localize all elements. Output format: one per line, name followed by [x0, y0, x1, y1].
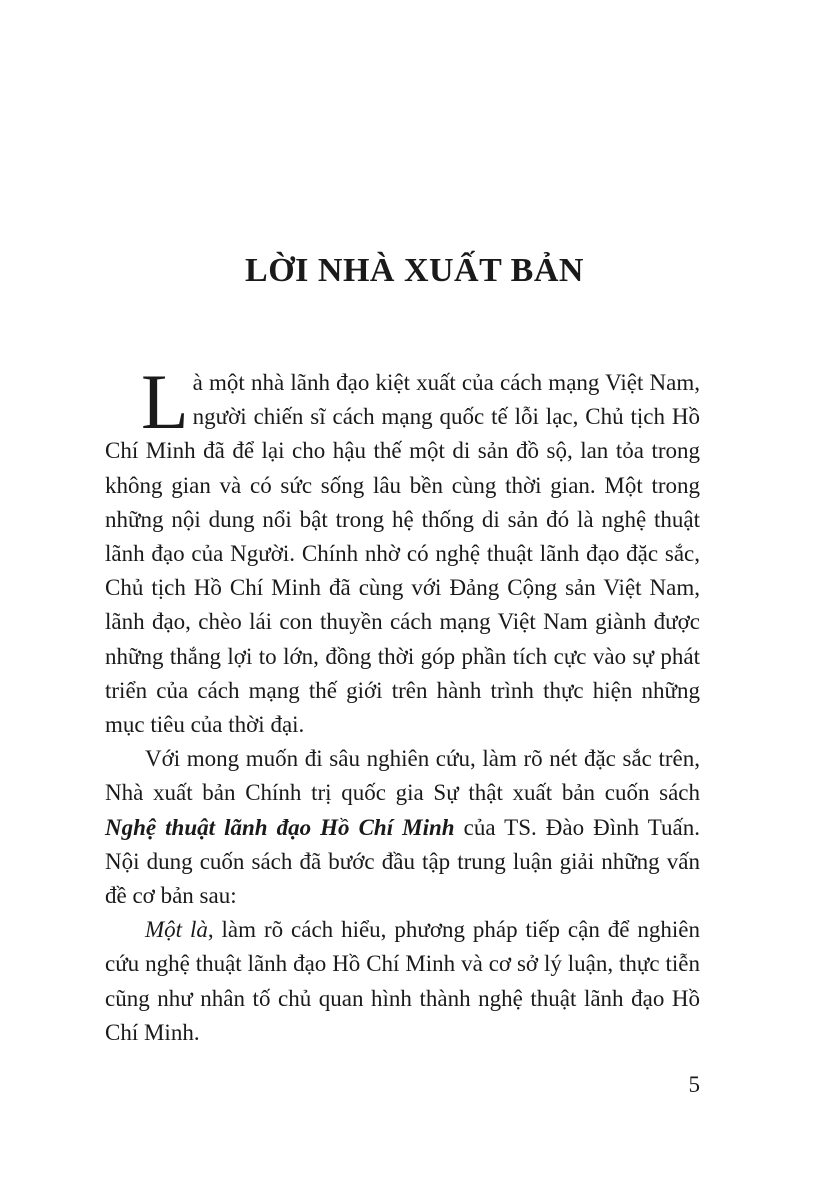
- point-one-lead: Một là: [145, 917, 208, 943]
- body-text: [105, 358, 701, 1050]
- point-one-text: , làm rõ cách hiểu, phương pháp tiếp cận để nghiên cứu nghệ thuật lãnh đạo Hồ Chí Minh và cơ sở lý luận, thực tiễn cũng như nhân tố chủ quan hình thành nghệ thuật lãnh đạo Hồ Chí Minh.: [105, 917, 701, 1045]
- paragraph-purpose-before: Với mong muốn đi sâu nghiên cứu, làm rõ nét đặc sắc trên, Nhà xuất bản Chính trị quốc gia Sự thật xuất bản cuốn sách: [105, 746, 700, 806]
- paragraph-purpose: [105, 742, 700, 913]
- drop-cap: L: [141, 358, 189, 445]
- page-number: 5: [688, 1072, 700, 1097]
- book-title: Nghệ thuật lãnh đạo Hồ Chí Minh: [105, 814, 455, 840]
- paragraph-point-one: [105, 913, 700, 1050]
- paragraph-purpose-after: của TS. Đào Đình Tuấn. Nội dung cuốn sách đã bước đầu tập trung luận giải những vấn đề cơ bản sau:: [105, 814, 700, 909]
- paragraph-intro: [105, 358, 700, 742]
- paragraph-intro-text: à một nhà lãnh đạo kiệt xuất của cách mạng Việt Nam, người chiến sĩ cách mạng quốc tế lỗi lạc, Chủ tịch Hồ Chí Minh đã để lại cho hậu thế một di sản đồ sộ, lan tỏa trong không gian và có sức sống lâu bền cùng thời gian. Một trong những nội dung nổi bật trong hệ thống di sản đó là nghệ thuật lãnh đạo của Người. Chính nhờ có nghệ thuật lãnh đạo đặc sắc, Chủ tịch Hồ Chí Minh đã cùng với Đảng Cộng sản Việt Nam, lãnh đạo, chèo lái con thuyền cách mạng Việt Nam giành được những thắng lợi to lớn, đồng thời góp phần tích cực vào sự phát triển của cách mạng thế giới trên hành trình thực hiện những mục tiêu của thời đại.: [105, 370, 700, 738]
- page-title: LỜI NHÀ XUẤT BẢN: [245, 252, 584, 289]
